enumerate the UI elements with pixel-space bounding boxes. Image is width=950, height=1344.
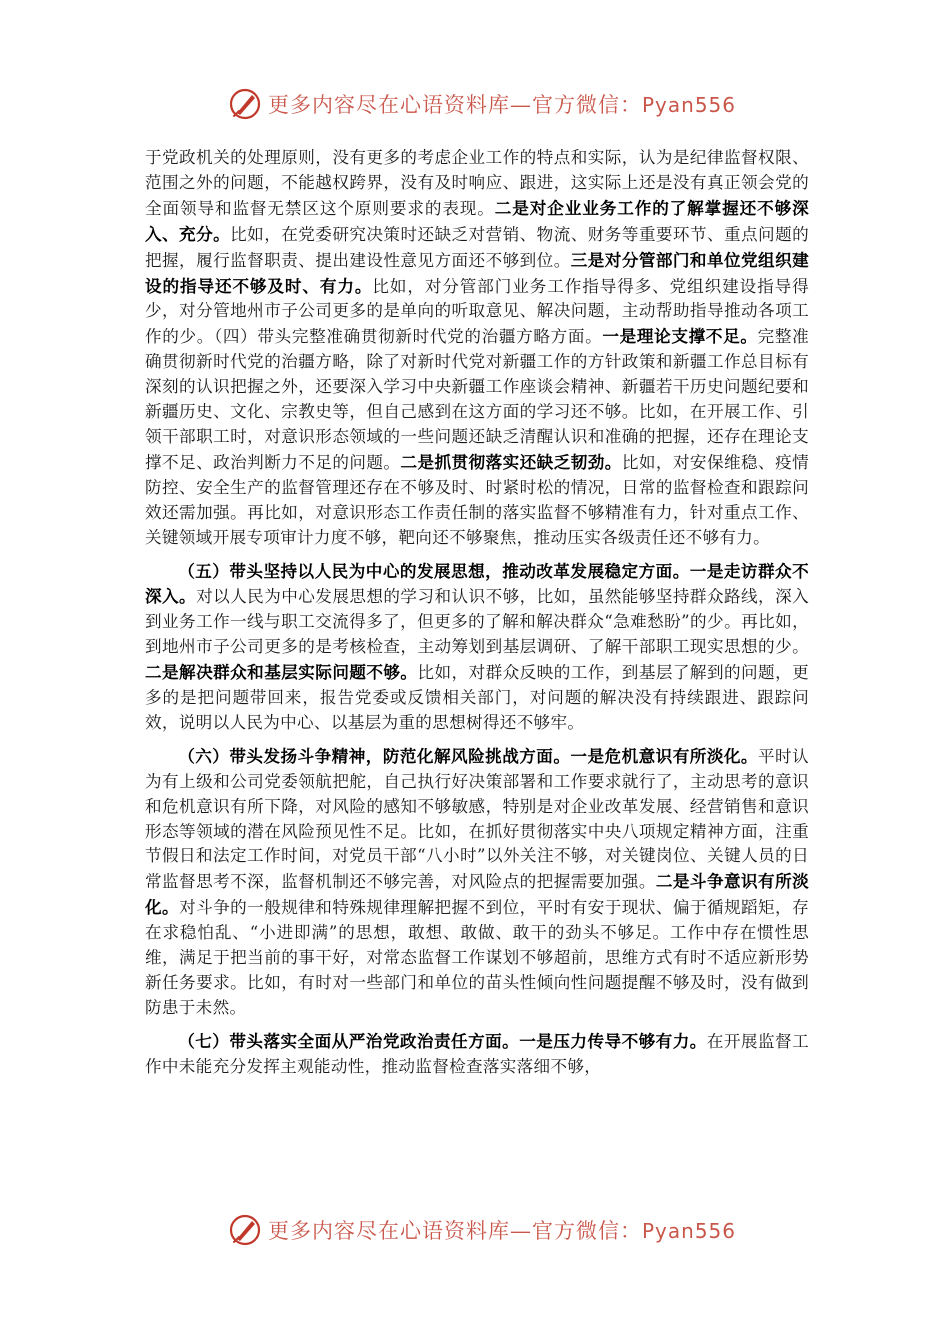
quill-pen-logo-icon	[228, 87, 262, 121]
watermark-text: 更多内容尽在心语资料库—官方微信：Pyan556	[268, 1219, 737, 1243]
bold-run: 三是对分管部门和单位党组织建设的指导还不够及时、有力。	[145, 249, 809, 296]
document-body	[145, 146, 809, 1196]
bold-run: 二是解决群众和基层实际问题不够。	[145, 662, 418, 683]
section-heading: （六）带头发扬斗争精神，防范化解风险挑战方面。一是危机意识有所淡化。	[178, 745, 758, 766]
header-watermark-banner	[228, 82, 748, 126]
quill-pen-logo-icon	[228, 1213, 262, 1247]
section-heading: （五）带头坚持以人民为中心的发展思想，推动改革发展稳定方面。一是走访群众不深入。	[145, 560, 809, 607]
paragraph-2	[145, 559, 809, 736]
footer-watermark-banner	[228, 1208, 748, 1252]
text-run: 于党政机关的处理原则，没有更多的考虑企业工作的特点和实际，认为是纪律监督权限、范围之外的问题，不能越权跨界，没有及时响应、跟进，这实际上还是没有真正领会党的全面领导和监督无禁区这个原则要求的表现。	[145, 148, 809, 218]
text-run: 在开展监督工作中未能充分发挥主观能动性，推动监督检查落实落细不够，	[145, 1031, 809, 1076]
text-run: 对斗争的一般规律和特殊规律理解把握不到位，平时有安于现状、偏于循规蹈矩，存在求稳怕乱、“小进即满”的思想，敢想、敢做、敢干的劲头不够足。工作中存在惯性思维，满足于把当前的事干好，对常态监督工作谋划不够超前，思维方式有时不适应新形势新任务要求。比如，有时对一些部门和单位的苗头性倾向性问题提醒不够及时，没有做到防患于未然。	[145, 898, 809, 1017]
text-run: 比如，在党委研究决策时还缺乏对营销、物流、财务等重要环节、重点问题的把握，履行监督职责、提出建设性意见方面还不够到位。	[145, 224, 809, 270]
text-run: 比如，对群众反映的工作，到基层了解到的问题，更多的是把问题带回来，报告党委或反馈相关部门，对问题的解决没有持续跟进、跟踪问效，说明以人民为中心、以基层为重的思想树得还不够牢。	[145, 663, 809, 732]
bold-run: 二是抓贯彻落实还缺乏韧劲。	[400, 451, 622, 472]
watermark-text: 更多内容尽在心语资料库—官方微信：Pyan556	[268, 93, 737, 117]
wechat-id: Pyan556	[642, 1219, 737, 1243]
paragraph-1	[145, 146, 809, 551]
text-run: 对以人民为中心发展思想的学习和认识不够，比如，虽然能够坚持群众路线，深入到业务工作一线与职工交流得多了，但更多的了解和解决群众“急难愁盼”的少。再比如，到地州市子公司更多的是考核检查，主动筹划到基层调研、了解干部职工现实思想的少。	[145, 587, 809, 657]
bold-run: 一是压力传导不够有力。	[519, 1030, 707, 1051]
text-run: 平时认为有上级和公司党委领航把舵，自己执行好决策部署和工作要求就行了，主动思考的意识和危机意识有所下降，对风险的感知不够敏感，特别是对企业改革发展、经营销售和意识形态等领域的潜在风险预见性不足。比如，在抓好贯彻落实中央八项规定精神方面，注重节假日和法定工作时间，对党员干部“八小时”以外关注不够，对关键岗位、关键人员的日常监督思考不深，监督机制还不够完善，对风险点的把握需要加强。	[145, 746, 809, 892]
section-heading: （七）带头落实全面从严治党政治责任方面。	[178, 1030, 520, 1051]
bold-run: 二是对企业业务工作的了解掌握还不够深入、充分。	[145, 197, 809, 244]
text-run: 完整准确贯彻新时代党的治疆方略，除了对新时代党对新疆工作的方针政策和新疆工作总目标有深刻的认识把握之外，还要深入学习中央新疆工作座谈会精神、新疆若干历史问题纪要和新疆历史、文化、宗教史等，但自己感到在这方面的学习还不够。比如，在开展工作、引领干部职工时，对意识形态领域的一些问题还缺乏清醒认识和准确的把握，还存在理论支撑不足、政治判断力不足的问题。	[145, 327, 809, 472]
paragraph-4	[145, 1029, 809, 1080]
text-run: 比如，对安保维稳、疫情防控、安全生产的监督管理还存在不够及时、时紧时松的情况，日常的监督检查和跟踪问效还需加强。再比如，对意识形态工作责任制的落实监督不够精准有力，针对重点工作、关键领域开展专项审计力度不够，靶向还不够聚焦，推动压实各级责任还不够有力。	[145, 452, 809, 547]
bold-run: 一是理论支撑不足。	[602, 326, 758, 347]
wechat-id: Pyan556	[642, 93, 737, 117]
text-run: 比如，对分管部门业务工作指导得多、党组织建设指导得少，对分管地州市子公司更多的是单向的听取意见、解决问题，主动帮助指导推动各项工作的少。（四）带头完整准确贯彻新时代党的治疆方略方面。	[145, 276, 809, 347]
bold-run: 二是斗争意识有所淡化。	[145, 871, 809, 918]
paragraph-3	[145, 744, 809, 1021]
